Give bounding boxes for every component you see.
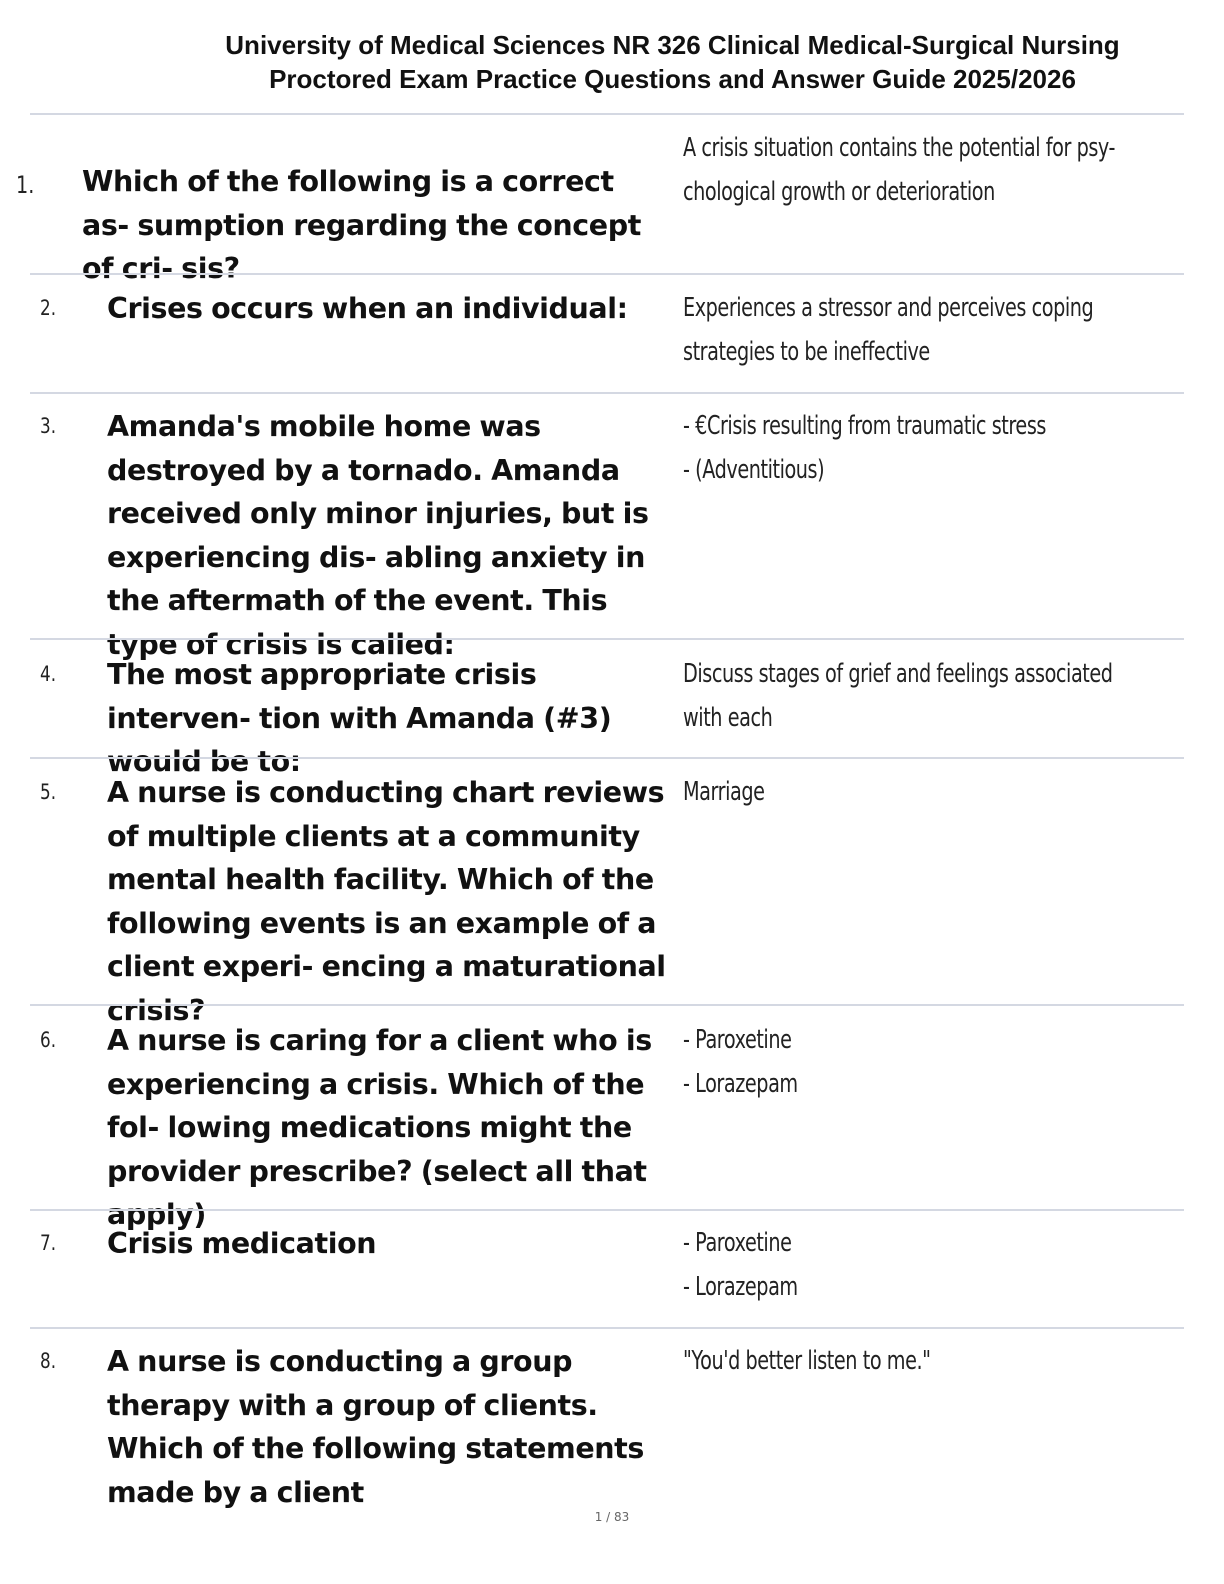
answer-line: Marriage: [683, 777, 765, 807]
answer-line: with each: [683, 702, 773, 733]
card-number: 8.: [40, 1349, 57, 1373]
title-line-2: Proctored Exam Practice Questions and Answer Guide 2025/2026: [269, 64, 1076, 94]
answer-line: chological growth or deterioration: [683, 176, 995, 207]
card-question: A nurse is conducting chart reviews of multiple clients at a community mental health facility. Which of the following events is an example of a client experi- encing a maturational crisis?: [107, 776, 666, 1027]
card-question: The most appropriate crisis interven- tion with Amanda (#3) would be to:: [107, 658, 612, 778]
card-answer: [683, 1340, 1142, 1384]
divider: [30, 1209, 1184, 1211]
card-answer: [683, 1222, 1142, 1309]
card-answer: [683, 653, 1142, 740]
card-answer: [683, 771, 1142, 815]
card-question: Crises occurs when an individual:: [107, 292, 628, 325]
divider: [30, 638, 1184, 640]
divider: [30, 273, 1184, 275]
answer-line: - (Adventitious): [683, 454, 825, 485]
card-question: A nurse is conducting a group therapy with a group of clients. Which of the following statements made by a client: [107, 1345, 644, 1509]
answer-line: - Lorazepam: [683, 1068, 798, 1099]
card-question: Crisis medication: [107, 1227, 377, 1260]
card-number: 1.: [16, 171, 35, 199]
divider: [30, 113, 1184, 115]
title-line-1: University of Medical Sciences NR 326 Clinical Medical-Surgical Nursing: [225, 30, 1120, 60]
answer-line: strategies to be ineffective: [683, 336, 930, 367]
answer-line: A crisis situation contains the potential for psy-: [683, 133, 1116, 163]
document-title: [150, 28, 1195, 96]
answer-line: Discuss stages of grief and feelings associated: [683, 659, 1113, 689]
answer-line: Experiences a stressor and perceives coping: [683, 293, 1094, 323]
card-answer: [683, 405, 1142, 492]
card-answer: [683, 287, 1142, 374]
card-number: 2.: [40, 296, 57, 320]
card-answer: [683, 1019, 1142, 1106]
card-number: 6.: [40, 1028, 57, 1052]
divider: [30, 392, 1184, 394]
divider: [30, 757, 1184, 759]
answer-line: - Paroxetine: [683, 1025, 792, 1055]
card-answer: [683, 127, 1142, 214]
divider: [30, 1327, 1184, 1329]
answer-line: - Lorazepam: [683, 1271, 798, 1302]
divider: [30, 1004, 1184, 1006]
card-number: 4.: [40, 662, 57, 686]
card-number: 7.: [40, 1231, 57, 1255]
card-number: 5.: [40, 780, 57, 804]
card-number: 3.: [40, 414, 57, 438]
card-question: A nurse is caring for a client who is experiencing a crisis. Which of the fol- lowing medications might the provider prescribe? (select all that apply): [107, 1024, 652, 1231]
card-question: Which of the following is a correct as- sumption regarding the concept of cri- sis?: [82, 165, 641, 285]
answer-line: - Paroxetine: [683, 1228, 792, 1258]
page-indicator: 1 / 83: [594, 1510, 630, 1524]
answer-line: - €Crisis resulting from traumatic stress: [683, 411, 1046, 441]
answer-line: "You'd better listen to me.": [683, 1346, 931, 1376]
card-question: Amanda's mobile home was destroyed by a tornado. Amanda received only minor injuries, but is experiencing dis- abling anxiety in the aftermath of the event. This type of crisis is called:: [107, 410, 649, 661]
